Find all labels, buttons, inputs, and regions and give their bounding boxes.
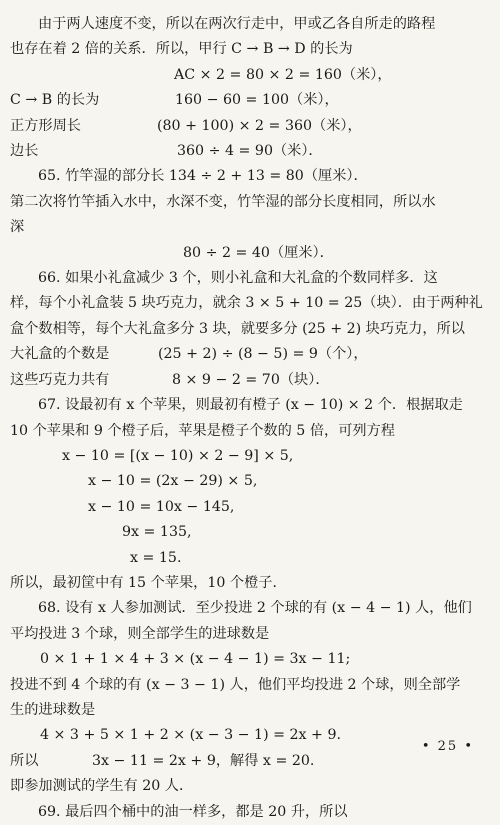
- problem-67: 67. 设最初有 x 个苹果，则最初有橙子 (x − 10) × 2 个．根据取走: [38, 397, 463, 414]
- text-line: 平均投进 3 个球，则全部学生的进球数是: [10, 625, 270, 642]
- equation-row: [10, 749, 478, 774]
- problem-66: 66. 如果小礼盒减少 3 个，则小礼盒和大礼盒的个数同样多．这: [38, 270, 438, 287]
- equation-line: x − 10 = (2x − 29) × 5,: [88, 473, 258, 490]
- text-line: 由于两人速度不变，所以在两次行走中，甲或乙各自所走的路程: [38, 16, 436, 32]
- text-line: 也存在着 2 倍的关系．所以，甲行 C → B → D 的长为: [10, 41, 353, 58]
- equation-label: 正方形周长: [10, 117, 81, 134]
- text-line: 所以，最初筐中有 15 个苹果，10 个橙子．: [10, 574, 287, 591]
- equation-line: 9x = 135,: [122, 524, 192, 541]
- equation-row: [10, 342, 478, 367]
- text-line: 即参加测试的学生有 20 人．: [10, 778, 194, 795]
- equation-line: 0 × 1 + 1 × 4 + 3 × (x − 4 − 1) = 3x − 11;: [40, 651, 351, 668]
- equation-row: [10, 368, 478, 393]
- equation: 3x − 11 = 2x + 9，解得 x = 20.: [92, 752, 315, 769]
- equation: 8 × 9 − 2 = 70（块）．: [172, 371, 330, 388]
- text-line: 深: [10, 219, 25, 236]
- problem-65: 65. 竹竿湿的部分长 134 ÷ 2 + 13 = 80（厘米）．: [38, 168, 368, 185]
- text-line: 样，每个小礼盒装 5 块巧克力，就余 3 × 5 + 10 = 25（块）．由于两种礼: [10, 295, 483, 312]
- equation-line: 4 × 3 + 5 × 1 + 2 × (x − 3 − 1) = 2x + 9.: [40, 727, 341, 744]
- page-number: • 25 •: [421, 739, 474, 754]
- equation-label: 所以: [10, 752, 39, 769]
- equation-row: [10, 88, 478, 113]
- equation-row: [10, 139, 478, 164]
- equation-label: 边长: [10, 143, 39, 160]
- equation: 160 − 60 = 100（米），: [175, 92, 339, 109]
- equation: (80 + 100) × 2 = 360（米），: [157, 117, 362, 134]
- equation-label: C → B 的长为: [10, 92, 100, 109]
- equation: (25 + 2) ÷ (8 − 5) = 9（个），: [158, 346, 368, 363]
- equation-line: x − 10 = 10x − 145,: [88, 498, 235, 515]
- problem-69: 69. 最后四个桶中的油一样多，都是 20 升，所以: [38, 803, 348, 820]
- text-line: 第二次将竹竿插入水中，水深不变，竹竿湿的部分长度相同，所以水: [10, 193, 436, 210]
- equation-line: 80 ÷ 2 = 40（厘米）．: [183, 244, 334, 261]
- equation-label: 大礼盒的个数是: [10, 346, 110, 363]
- equation: 360 ÷ 4 = 90（米）．: [177, 143, 323, 160]
- text-line: 投进不到 4 个球的有 (x − 3 − 1) 人，他们平均投进 2 个球，则全部学: [10, 676, 461, 693]
- equation-label: 这些巧克力共有: [10, 371, 110, 388]
- equation-line: x − 10 = [(x − 10) × 2 − 9] × 5,: [62, 447, 294, 464]
- equation-line: AC × 2 = 80 × 2 = 160（米），: [174, 66, 392, 83]
- problem-68: 68. 设有 x 人参加测试．至少投进 2 个球的有 (x − 4 − 1) 人，他们: [38, 600, 472, 617]
- equation-row: [10, 114, 478, 139]
- equation-line: x = 15.: [130, 549, 182, 566]
- text-line: 生的进球数是: [10, 701, 96, 718]
- text-line: 盒个数相等，每个大礼盒多分 3 块，就要多分 (25 + 2) 块巧克力，所以: [10, 320, 465, 337]
- text-line: 10 个苹果和 9 个橙子后，苹果是橙子个数的 5 倍，可列方程: [10, 422, 395, 439]
